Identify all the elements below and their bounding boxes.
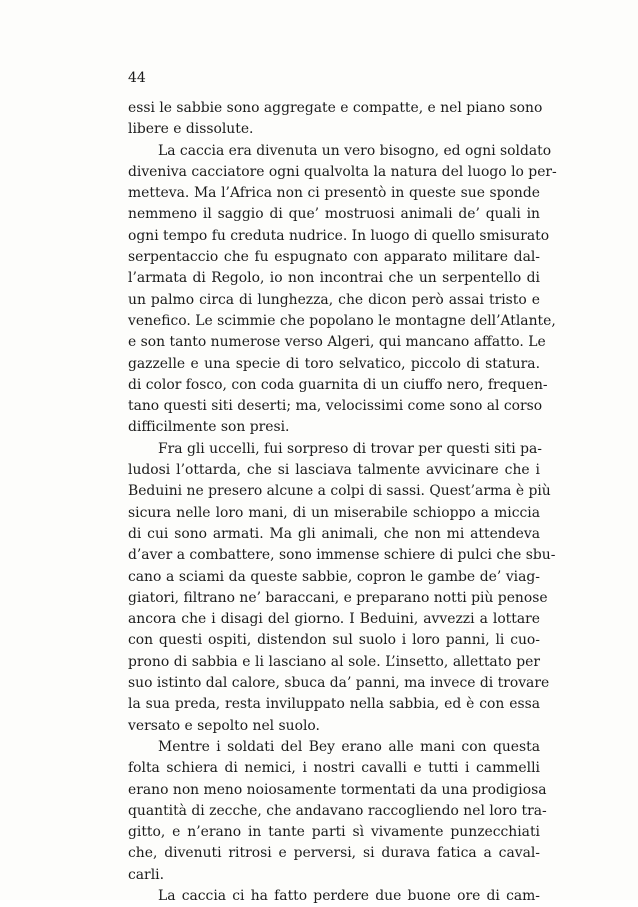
text-line: quantità di zecche, che andavano raccogliendo nel loro tra- bbox=[128, 802, 547, 819]
text-line: essi le sabbie sono aggregate e compatte, e nel piano sono bbox=[128, 100, 543, 116]
text-line: La caccia ci ha fatto perdere due buone ore di cam- bbox=[158, 887, 540, 904]
text-line: ludosi l’ottarda, che si lasciava talmente avvicinare che i bbox=[128, 462, 540, 479]
text-line: prono di sabbia e li lasciano al sole. L’insetto, allettato per bbox=[128, 653, 540, 670]
text-line: erano non meno noiosamente tormentati da una prodigiosa bbox=[128, 781, 547, 798]
text-line: suo istinto dal calore, sbuca da’ panni, ma invece di trovare bbox=[128, 675, 550, 692]
text-line: difficilmente son presi. bbox=[128, 419, 290, 436]
text-line: La caccia era divenuta un vero bisogno, ed ogni soldato bbox=[158, 142, 552, 159]
text-line: che, divenuti ritrosi e perversi, si durava fatica a caval- bbox=[128, 845, 540, 862]
text-line: la sua preda, resta inviluppato nella sabbia, ed è con essa bbox=[128, 696, 540, 713]
text-line: serpentaccio che fu espugnato con apparato militare dal- bbox=[128, 249, 540, 266]
text-line: metteva. Ma l’Africa non ci presentò in queste sue sponde bbox=[128, 185, 540, 202]
text-line: giatori, filtrano ne’ baraccani, e preparano notti più penose bbox=[128, 589, 548, 606]
text-line: cano a sciami da queste sabbie, copron le gambe de’ viag- bbox=[128, 568, 540, 585]
text-line: di cui sono armati. Ma gli animali, che non mi attendeva bbox=[128, 525, 540, 542]
text-line: d’aver a combattere, sono immense schiere di pulci che sbu- bbox=[128, 547, 556, 564]
text-line: l’armata di Regolo, io non incontrai che un serpentello di bbox=[128, 270, 540, 287]
text-line: e son tanto numerose verso Algeri, qui mancano affatto. Le bbox=[128, 334, 546, 351]
text-line: diveniva cacciatore ogni qualvolta la natura del luogo lo per- bbox=[128, 163, 557, 180]
text-line: gazzelle e una specie di toro selvatico, piccolo di statura. bbox=[128, 355, 540, 372]
body-text bbox=[128, 98, 557, 907]
text-line: sicura nelle loro mani, di un miserabile schioppo a miccia bbox=[128, 504, 540, 521]
text-line: carli. bbox=[128, 866, 165, 883]
text-line: Mentre i soldati del Bey erano alle mani con questa bbox=[158, 738, 540, 755]
text-line: Fra gli uccelli, fui sorpreso di trovar per questi siti pa- bbox=[158, 440, 542, 457]
text-line: gitto, e n’erano in tante parti sì vivamente punzecchiati bbox=[128, 824, 540, 841]
text-line: versato e sepolto nel suolo. bbox=[128, 717, 320, 734]
text-line: con questi ospiti, distendon sul suolo i loro panni, li cuo- bbox=[128, 632, 540, 649]
text-line: di color fosco, con coda guarnita di un ciuffo nero, frequen- bbox=[128, 376, 548, 393]
text-line: Beduini ne presero alcune a colpi di sassi. Quest’arma è più bbox=[128, 483, 551, 500]
page-number: 44 bbox=[128, 70, 146, 86]
text-line: un palmo circa di lunghezza, che dicon però assai tristo e bbox=[128, 291, 540, 308]
text-line: venefico. Le scimmie che popolano le montagne dell’Atlante, bbox=[128, 312, 556, 329]
text-line: ancora che i disagi del giorno. I Beduini, avvezzi a lottare bbox=[128, 611, 540, 628]
text-line: folta schiera di nemici, i nostri cavalli e tutti i cammelli bbox=[128, 760, 540, 777]
text-line: tano questi siti deserti; ma, velocissimi come sono al corso bbox=[128, 398, 543, 415]
text-line: libere e dissolute. bbox=[128, 121, 254, 138]
text-line: ogni tempo fu creduta nudrice. In luogo di quello smisurato bbox=[128, 227, 550, 244]
text-line: nemmeno il saggio di que’ mostruosi animali de’ quali in bbox=[128, 206, 540, 223]
